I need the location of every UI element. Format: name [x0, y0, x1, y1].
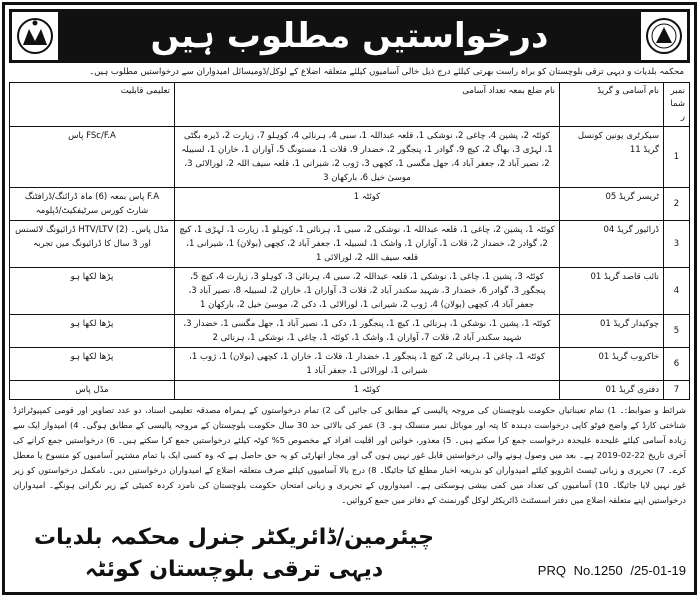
header-post: نام آسامی و گریڈ	[560, 83, 664, 127]
prq-number: PRQ No.1250 /25-01-19	[537, 563, 686, 578]
department-seal-icon	[641, 12, 687, 60]
row-qualification: مڈل پاس	[10, 381, 175, 400]
footer	[9, 508, 690, 586]
row-districts: کوئٹہ 1، پشین 2، چاغی 1، قلعہ عبداللہ 1، نوشکی 2، سبی 1، ہرنائی 1، کوہلو 1، زیارت 1، لہڑی 1، کیچ 2، گوادر 2، خضدار 2، قلات 1، آواران 1، واشک 1، لسبیلہ 1، جعفر آباد 2، کچھی (بولان) 1، شیرانی 1، قلعہ سیف اللہ 2، لورالائی 1	[175, 221, 560, 268]
header-qualification: تعلیمی قابلیت	[10, 83, 175, 127]
row-qualification: مڈل پاس۔ HTV/LTV (2) ڈرائیونگ لائسنس اور 3 سال کا ڈرائیونگ میں تجربہ	[10, 221, 175, 268]
advertisement	[2, 2, 697, 595]
signature-block	[9, 522, 459, 586]
table-row	[10, 315, 690, 348]
signature-line-2: دیہی ترقی بلوچستان کوئٹہ	[84, 557, 384, 582]
row-number: 6	[664, 348, 690, 381]
row-number: 2	[664, 188, 690, 221]
title-banner	[9, 9, 690, 63]
row-number: 7	[664, 381, 690, 400]
row-post: ٹریسر گریڈ 05	[560, 188, 664, 221]
intro-text: محکمہ بلدیات و دیہی ترقی بلوچستان کو براہ راست بھرتی کیلئے درج ذیل خالی آسامیوں کیلئے متعلقہ اضلاع کے لوکل/ڈومیسائل امیدواران سے درخواستیں مطلوب ہیں۔	[89, 67, 684, 77]
balochistan-emblem-icon	[12, 12, 58, 60]
row-number: 1	[664, 127, 690, 188]
table-row	[10, 381, 690, 400]
row-qualification: پڑھا لکھا ہو	[10, 315, 175, 348]
page-title: درخواستیں مطلوب ہیں	[150, 16, 549, 56]
row-qualification: FSc/F.A پاس	[10, 127, 175, 188]
table-header	[10, 83, 690, 127]
row-districts: کوئٹہ 1، چاغی 1، ہرنائی 2، کیچ 1، پنجگور 1، خضدار 1، قلات 1، خاران 1، کچھی (بولان) 1، ژوب 1، شیرانی 1، لورالائی 1، جعفر آباد 1	[175, 348, 560, 381]
row-qualification: پڑھا لکھا ہو	[10, 268, 175, 315]
row-districts: کوئٹہ 1	[175, 381, 560, 400]
signature-line-1: چیئرمین/ڈائریکٹر جنرل محکمہ بلدیات	[33, 525, 435, 550]
row-districts: کوئٹہ 1	[175, 188, 560, 221]
row-districts: کوئٹہ 3، پشین 1، چاغی 1، نوشکی 1، قلعہ عبداللہ 2، سبی 4، ہرنائی 3، کوہلو 3، زیارت 4، کیچ 5، پنجگور 3، گوادر 6، خضدار 3، شہید سکندر آباد 2، قلات 3، آواران 1، خاران 2، لسبیلہ 8، نصیر آباد 3، جعفر آباد 4، کچھی (بولان) 4، ژوب 2، شیرانی 1، لورالائی 1، دکی 2، موسیٰ خیل 2، بارکھان 1	[175, 268, 560, 315]
row-districts: کوئٹہ 1، پشین 1، نوشکی 1، ہرنائی 1، کیچ 1، پنجگور 1، دکی 1، نصیر آباد 1، جھل مگسی 1، خضدار 3، شہید سکندر آباد 2، قلات 7، آواران 1، واشک 1، کوئٹہ 1، چاغی 1، نوشکی 1، ہرنائی 2	[175, 315, 560, 348]
terms-and-conditions: شرائط و ضوابط:۔ 1) تمام تعیناتیاں حکومت بلوچستان کی مروجہ پالیسی کے مطابق کی جائیں گی 2) تمام درخواستوں کے ہمراہ مصدقہ تعلیمی اسناد، دو عدد تصاویر اور قومی کمپیوٹرائزڈ شناختی کارڈ کے واضح فوٹو کاپی درخواست دہندہ کا پتہ اور موبائل نمبر منسلک ہو۔ 3) عمر کی بالائی حد 30 سال حکومت بلوچستان کے مروجہ پالیسی کے مطابق ہوگی۔ 4) امیدوار ایک سے زیادہ آسامی کیلئے علیحدہ علیحدہ درخواست جمع کرا سکتے ہیں۔ 5) معذور، خواتین اور اقلیت افراد کے مخصوص 5% کوٹہ کیلئے درخواستیں جمع کرا سکتے ہیں۔ 6) درخواستیں جمع کرانے کی آخری تاریخ 22-02-2019 ہے۔ بعد میں وصول ہونے والی درخواستیں قابل غور نہیں ہوں گی اور مجاز اتھارٹی کو یہ حق حاصل ہے کہ وہ کسی ایک یا تمام مشتہر آسامیوں کو منسوخ یا معطل کرے۔ 7) تحریری و زبانی ٹیسٹ انٹرویو کیلئے امیدواران کو بذریعہ اخبار مطلع کیا جائیگا۔ 8) درج بالا آسامیوں کیلئے صرف متعلقہ اضلاع کے امیدواران درخواستیں دیں۔ نامکمل درخواستوں کو زیر غور نہیں لایا جائیگا۔ 10) آسامیوں کی تعداد میں کمی بیشی ہوسکتی ہے۔ امیدواروں کے تحریری و زبانی امتحان حکومت بلوچستان کی نامزد کردہ کمیٹی کے زیر نگرانی ہونگے۔ امیدواران درخواستیں اپنے متعلقہ اضلاع میں دفتر اسسٹنٹ ڈائریکٹر لوکل گورنمنٹ کے دفاتر میں جمع کروائیں۔	[13, 405, 687, 505]
row-post: دفتری گریڈ 01	[560, 381, 664, 400]
row-post: نائب قاصد گریڈ 01	[560, 268, 664, 315]
row-districts: کوئٹہ 2، پشین 4، چاغی 2، نوشکی 1، قلعہ عبداللہ 1، سبی 4، ہرنائی 4، کوہلو 7، زیارت 2، ڈیرہ بگٹی 1، لہڑی 3، بھاگ 2، کیچ 9، گوادر 1، پنجگور 2، خضدار 9، قلات 1، مستونگ 5، آواران 1، خاران 1، لسبیلہ 2، نصیر آباد 2، جعفر آباد 4، جھل مگسی 1، کچھی 3، ژوب 2، شیرانی 1، قلعہ سیف اللہ 2، لورالائی 3، موسیٰ خیل 6، بارکھان 3	[175, 127, 560, 188]
row-number: 4	[664, 268, 690, 315]
header-number: نمبر شمار	[664, 83, 690, 127]
row-number: 3	[664, 221, 690, 268]
table-row	[10, 221, 690, 268]
table-row	[10, 268, 690, 315]
row-post: سیکرٹری یونین کونسل گریڈ 11	[560, 127, 664, 188]
row-qualification: پڑھا لکھا ہو	[10, 348, 175, 381]
table-row	[10, 348, 690, 381]
row-qualification: F.A پاس بمعہ (6) ماہ ڈرائنگ/ڈرافٹنگ شارٹ کورس سرٹیفکیٹ/ڈپلومہ	[10, 188, 175, 221]
header-districts: نام ضلع بمعہ تعداد آسامی	[175, 83, 560, 127]
row-post: خاکروب گریڈ 01	[560, 348, 664, 381]
table-row	[10, 188, 690, 221]
row-number: 5	[664, 315, 690, 348]
row-post: ڈرائیور گریڈ 04	[560, 221, 664, 268]
row-post: چوکیدار گریڈ 01	[560, 315, 664, 348]
table-row	[10, 127, 690, 188]
vacancies-table	[9, 82, 690, 400]
